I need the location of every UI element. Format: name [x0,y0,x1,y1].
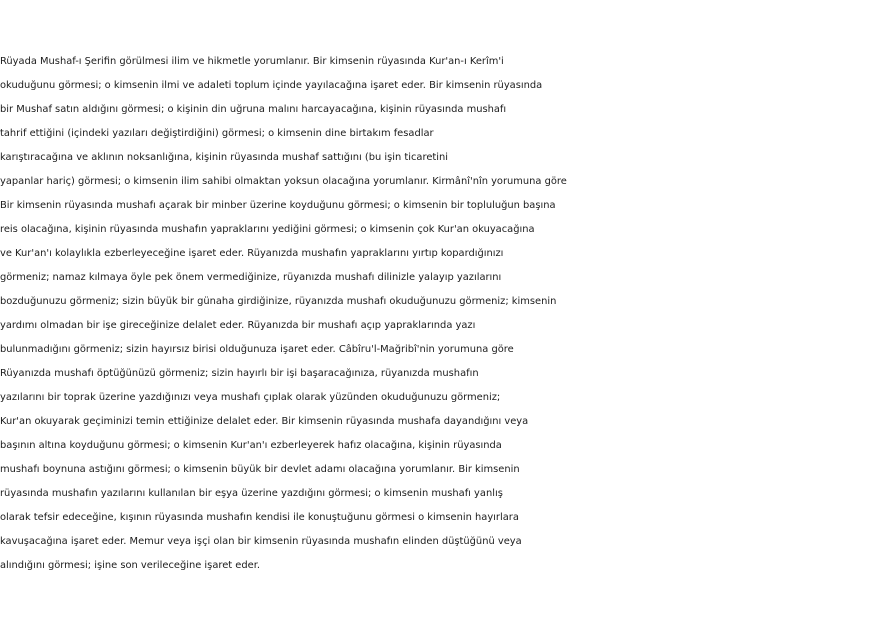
paragraph-line: yardımı olmadan bir işe gireceğinize delalet eder. Rüyanızda bir mushafı açıp yapraklarında yazı [0,320,476,331]
article-body [0,50,880,578]
paragraph-line: Bir kimsenin rüyasında mushafı açarak bir minber üzerine koyduğunu görmesi; o kimsenin bir topluluğun başına [0,200,556,211]
paragraph-line: Rüyanızda mushafı öptüğünüzü görmeniz; sizin hayırlı bir işi başaracağınıza, rüyanızda mushafın [0,368,479,379]
paragraph-line: bulunmadığını görmeniz; sizin hayırsız birisi olduğunuza işaret eder. Câbîru'l-Mağribî'nin yorumuna göre [0,344,514,355]
paragraph-line: bozduğunuzu görmeniz; sizin büyük bir günaha girdiğinize, rüyanızda mushafı okuduğunuzu görmeniz; kimsenin [0,296,557,307]
paragraph-line: yazılarını bir toprak üzerine yazdığınızı veya mushafı çıplak olarak yüzünden okuduğunuzu görmeniz; [0,392,501,403]
paragraph-line: tahrif ettiğini (içindeki yazıları değiştirdiğini) görmesi; o kimsenin dine birtakım fesadlar [0,128,434,139]
paragraph-line: görmeniz; namaz kılmaya öyle pek önem vermediğinize, rüyanızda mushafı dilinizle yalayıp yazılarını [0,272,502,283]
paragraph-line: reis olacağına, kişinin rüyasında mushafın yapraklarını yediğini görmesi; o kimsenin çok Kur'an okuyacağına [0,224,535,235]
paragraph-line: ve Kur'an'ı kolaylıkla ezberleyeceğine işaret eder. Rüyanızda mushafın yapraklarını yırtıp kopardığınızı [0,248,504,259]
paragraph-line: alındığını görmesi; işine son verileceğine işaret eder. [0,560,261,571]
paragraph-line: kavuşacağına işaret eder. Memur veya işçi olan bir kimsenin rüyasında mushafın elinden düştüğünü veya [0,536,522,547]
paragraph-line: karıştıracağına ve aklının noksanlığına, kişinin rüyasında mushaf sattığını (bu işin ticaretini [0,152,449,163]
paragraph-line: bir Mushaf satın aldığını görmesi; o kişinin din uğruna malını harcayacağına, kişinin rüyasında mushafı [0,104,507,115]
paragraph-line: rüyasında mushafın yazılarını kullanılan bir eşya üzerine yazdığını görmesi; o kimsenin mushafı yanlış [0,488,503,499]
paragraph-line: okuduğunu görmesi; o kimsenin ilmi ve adaleti toplum içinde yayılacağına işaret eder. Bir kimsenin rüyasında [0,80,543,91]
paragraph-line: başının altına koyduğunu görmesi; o kimsenin Kur'an'ı ezberleyerek hafız olacağına, kişinin rüyasında [0,440,502,451]
paragraph-line: olarak tefsir edeceğine, kışının rüyasında mushafın kendisi ile konuştuğunu görmesi o kimsenin hayırlara [0,512,519,523]
paragraph-line: Rüyada Mushaf-ı Şerifin görülmesi ilim ve hikmetle yorumlanır. Bir kimsenin rüyasında Kur'an-ı Kerîm'i [0,56,504,67]
paragraph-line: Kur'an okuyarak geçiminizi temin ettiğinize delalet eder. Bir kimsenin rüyasında mushafa dayandığını veya [0,416,529,427]
paragraph-line: yapanlar hariç) görmesi; o kimsenin ilim sahibi olmaktan yoksun olacağına yorumlanır. Kirmânî'nîn yorumuna göre [0,176,567,187]
paragraph-line: mushafı boynuna astığını görmesi; o kimsenin büyük bir devlet adamı olacağına yorumlanır. Bir kimsenin [0,464,520,475]
